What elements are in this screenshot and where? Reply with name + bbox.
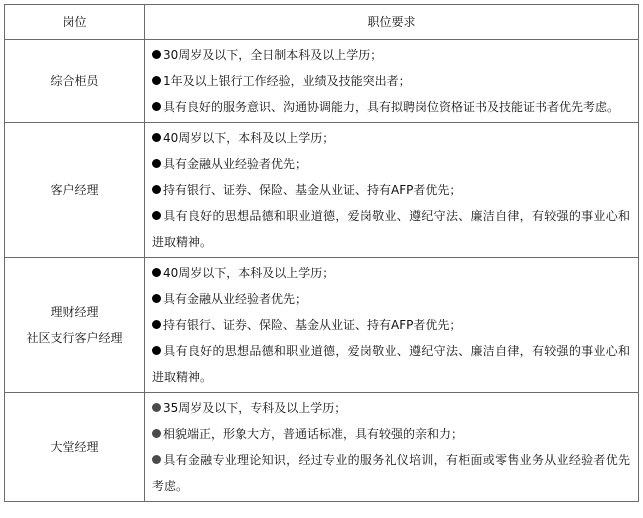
requirement-item xyxy=(152,395,630,421)
requirement-item xyxy=(152,94,630,120)
requirement-item xyxy=(152,151,630,177)
requirement-text: 40周岁以下，本科及以上学历； xyxy=(163,131,335,145)
requirement-text: 具有金融专业理论知识，经过专业的服务礼仪培训，有柜面或零售业务从业经验者优先考虑。 xyxy=(152,453,630,493)
requirement-item xyxy=(152,260,630,286)
bullet-icon xyxy=(152,159,161,168)
table-row xyxy=(5,40,639,123)
requirement-item xyxy=(152,421,630,447)
requirements-cell xyxy=(145,123,639,258)
table-row xyxy=(5,258,639,393)
position-name: 综合柜员 xyxy=(50,74,99,88)
position-name: 理财经理 xyxy=(50,305,99,319)
requirement-text: 30周岁及以下，全日制本科及以上学历； xyxy=(163,48,383,62)
bullet-icon xyxy=(152,455,161,464)
requirement-item xyxy=(152,338,630,390)
requirement-text: 40周岁以下，本科及以上学历； xyxy=(163,266,335,280)
position-cell xyxy=(5,393,145,502)
requirement-item xyxy=(152,203,630,255)
bullet-icon xyxy=(152,429,161,438)
bullet-icon xyxy=(152,320,161,329)
bullet-icon xyxy=(152,403,161,412)
bullet-icon xyxy=(152,76,161,85)
requirement-text: 35周岁及以下，专科及以上学历； xyxy=(163,401,347,415)
requirements-cell xyxy=(145,393,639,502)
requirement-item xyxy=(152,42,630,68)
requirement-item xyxy=(152,68,630,94)
requirement-item xyxy=(152,286,630,312)
position-name: 大堂经理 xyxy=(50,440,99,454)
bullet-icon xyxy=(152,133,161,142)
header-position: 岗位 xyxy=(5,5,145,40)
bullet-icon xyxy=(152,346,161,355)
table-row xyxy=(5,393,639,502)
bullet-icon xyxy=(152,211,161,220)
position-name: 客户经理 xyxy=(50,183,99,197)
table-row xyxy=(5,123,639,258)
requirements-cell xyxy=(145,40,639,123)
bullet-icon xyxy=(152,102,161,111)
requirement-item xyxy=(152,447,630,499)
position-cell xyxy=(5,40,145,123)
position-cell xyxy=(5,123,145,258)
requirement-item xyxy=(152,177,630,203)
bullet-icon xyxy=(152,268,161,277)
requirement-text: 1年及以上银行工作经验，业绩及技能突出者； xyxy=(163,74,411,88)
requirement-text: 具有良好的服务意识、沟通协调能力，具有拟聘岗位资格证书及技能证书者优先考虑。 xyxy=(163,100,620,114)
bullet-icon xyxy=(152,185,161,194)
requirement-item xyxy=(152,312,630,338)
requirement-text: 持有银行、证券、保险、基金从业证、持有AFP者优先； xyxy=(163,183,462,197)
header-requirements: 职位要求 xyxy=(145,5,639,40)
position-cell xyxy=(5,258,145,393)
position-name: 社区支行客户经理 xyxy=(26,331,123,345)
requirement-text: 持有银行、证券、保险、基金从业证、持有AFP者优先； xyxy=(163,318,462,332)
bullet-icon xyxy=(152,50,161,59)
requirement-text: 具有金融从业经验者优先； xyxy=(163,157,308,171)
requirements-cell xyxy=(145,258,639,393)
requirement-text: 具有良好的思想品德和职业道德，爱岗敬业、遵纪守法、廉洁自律，有较强的事业心和进取精神。 xyxy=(152,209,630,249)
requirement-text: 相貌端正，形象大方，普通话标准，具有较强的亲和力； xyxy=(163,427,464,441)
bullet-icon xyxy=(152,294,161,303)
requirement-item xyxy=(152,125,630,151)
job-requirements-table xyxy=(4,4,639,502)
table-header-row xyxy=(5,5,639,40)
requirement-text: 具有金融从业经验者优先； xyxy=(163,292,308,306)
requirement-text: 具有良好的思想品德和职业道德，爱岗敬业、遵纪守法、廉洁自律，有较强的事业心和进取精神。 xyxy=(152,344,630,384)
